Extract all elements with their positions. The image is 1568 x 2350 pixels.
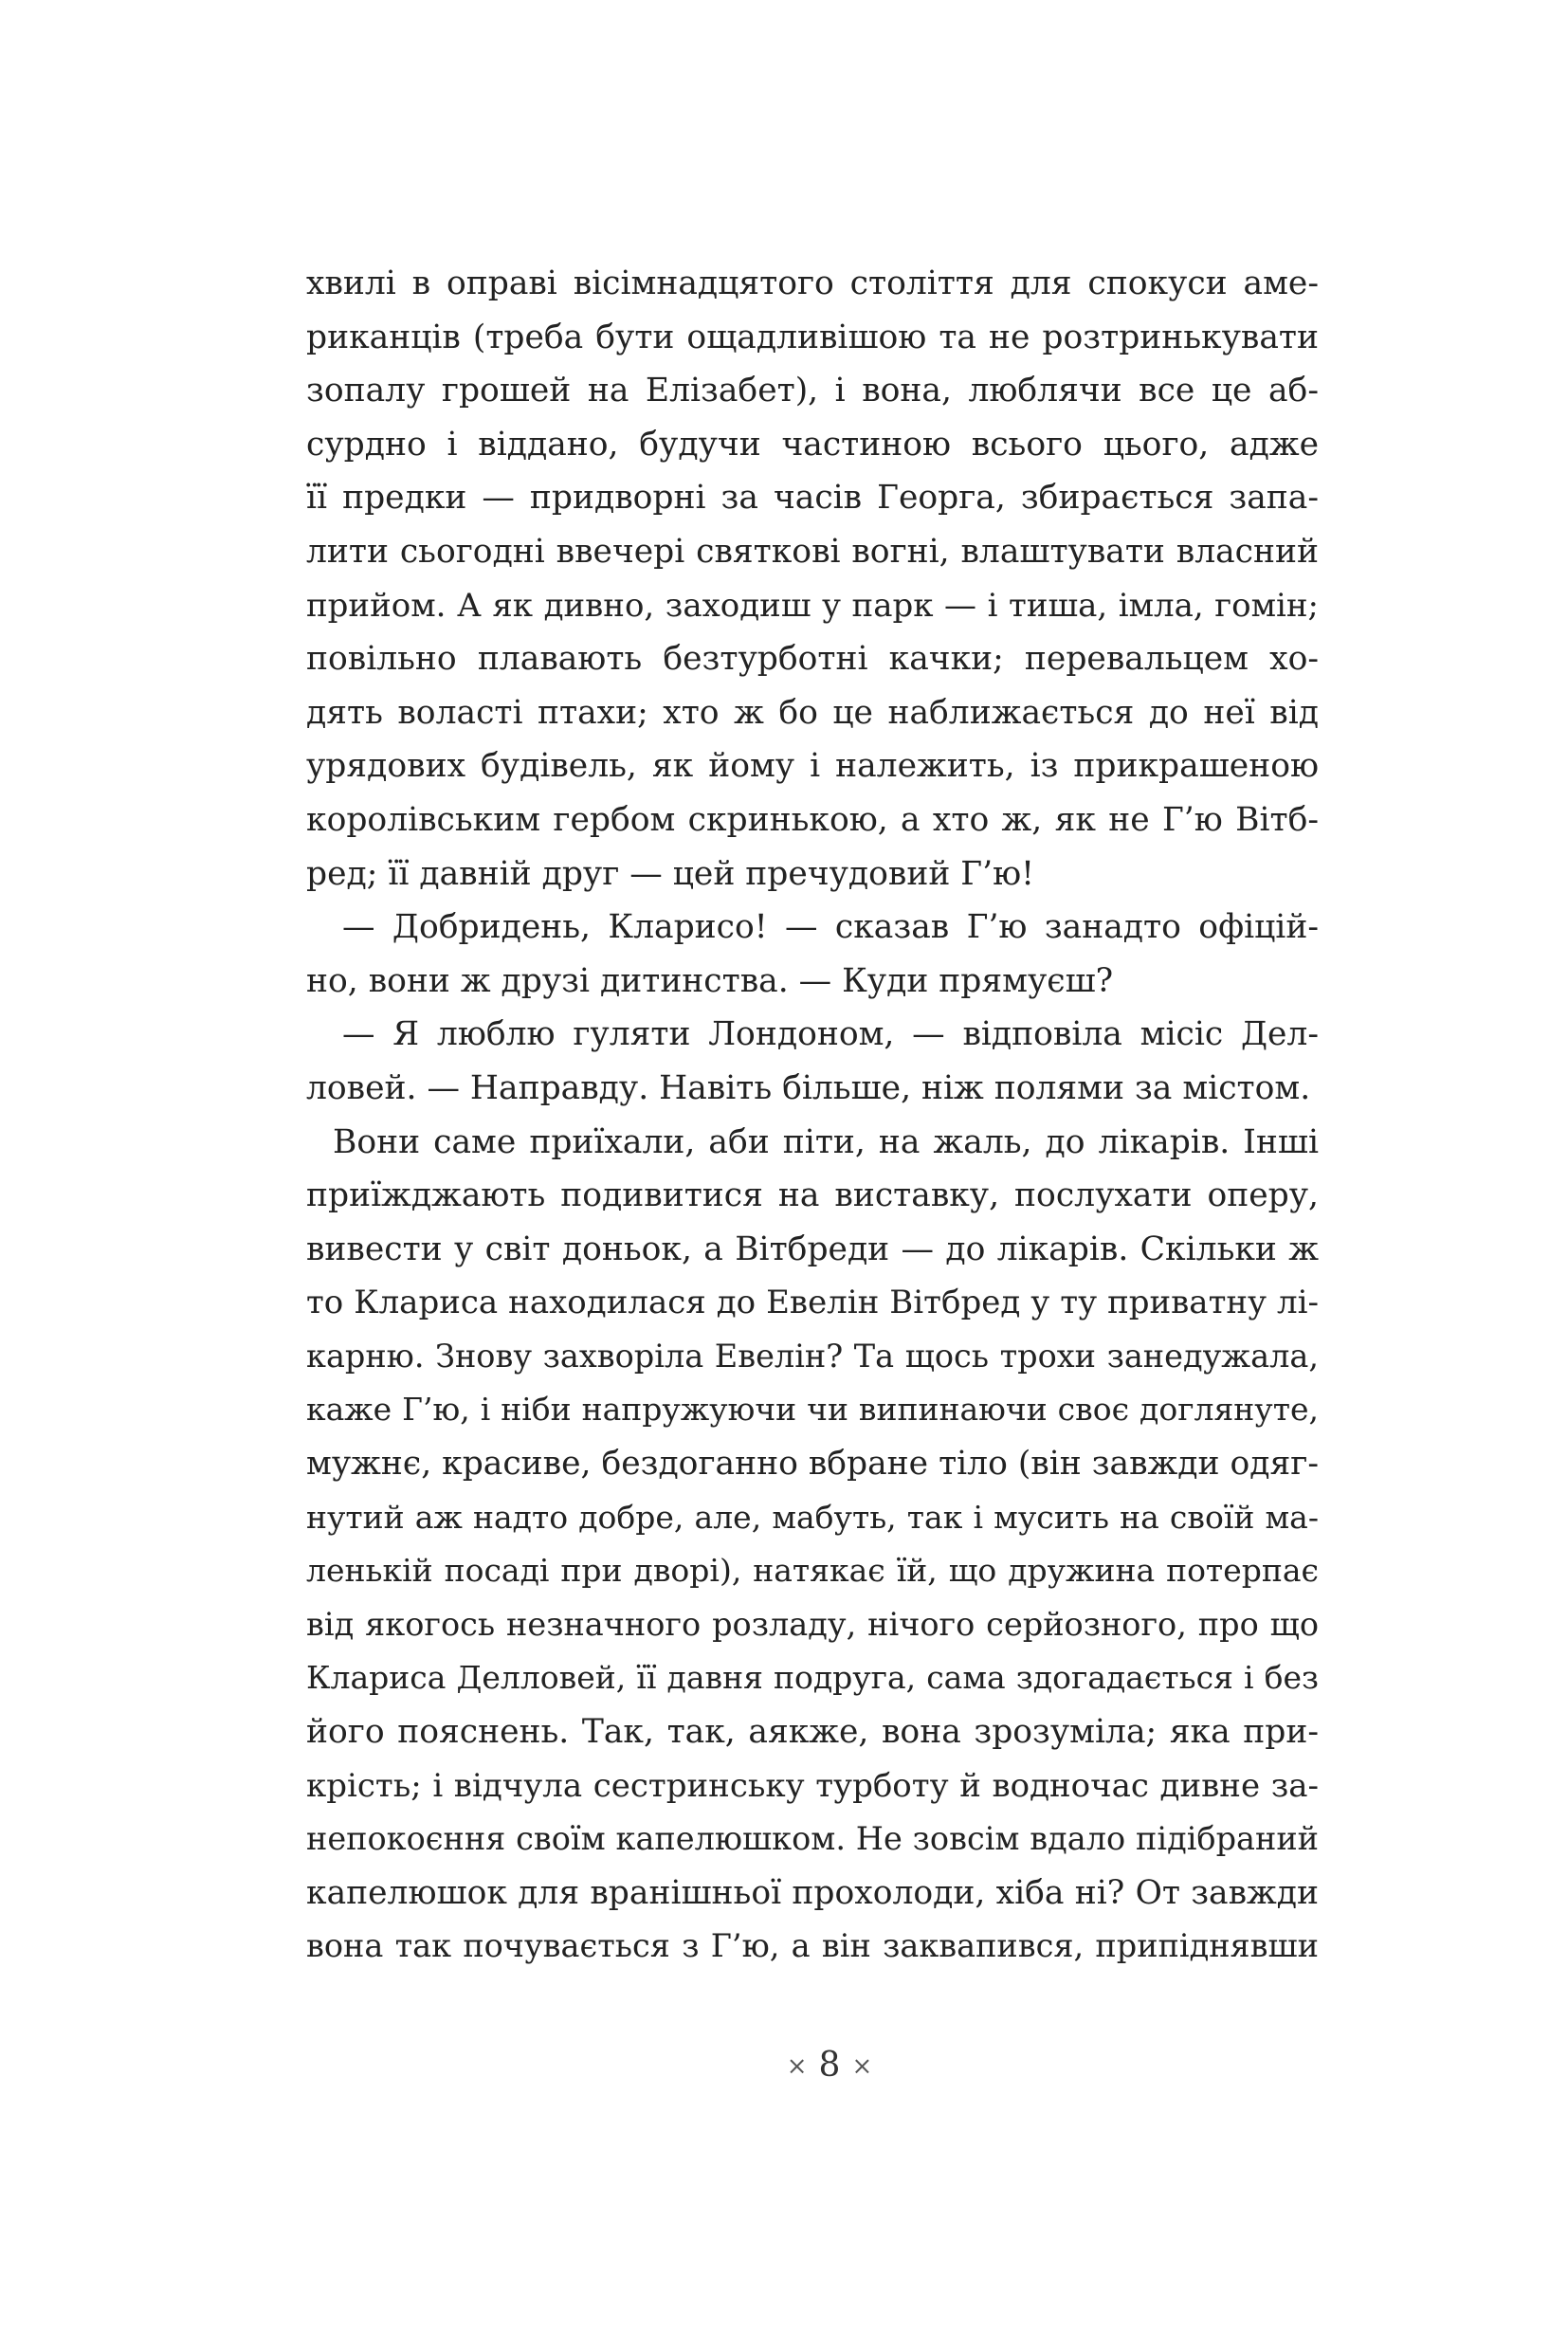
text-line: вивести у світ доньок, а Вітбреди — до лікарів. Скільки ж [306,1230,1319,1268]
body-text [306,257,1319,1974]
folio-left-ornament: × [786,2052,808,2081]
text-line: зопалу грошей на Елізабет), і вона, люблячи все це аб- [306,372,1319,410]
text-line: каже Г’ю, і ніби напружуючи чи випинаючи своє доглянуте, [306,1391,1319,1429]
text-line: ред; її давній друг — цей пречудовий Г’ю! [306,854,1034,893]
text-line: її предки — придворні за часів Георга, збирається запа- [306,479,1319,518]
text-line: непокоєння своїм капелюшком. Не зовсім вдало підібраний [306,1820,1319,1858]
page-folio [0,2046,1568,2085]
text-line: урядових будівель, як йому і належить, із прикрашеною [306,747,1319,786]
text-line: приїжджають подивитися на виставку, послухати оперу, [306,1176,1319,1215]
text-line: но, вони ж друзі дитинства. — Куди прямуєш? [306,961,1114,1000]
text-line: сурдно і віддано, будучи частиною всього цього, адже [306,425,1319,464]
text-line: прийом. А як дивно, заходиш у парк — і тиша, імла, гомін; [306,586,1319,625]
text-line: дять воласті птахи; хто ж бо це наближається до неї від [306,693,1319,732]
text-line: то Клариса находилася до Евелін Вітбред у ту приватну лі- [306,1284,1319,1322]
text-line: риканців (треба бути ощадливішою та не розтринькувати [306,318,1319,356]
text-line: крість; і відчула сестринську турботу й водночас дивне за- [306,1766,1319,1805]
text-line: Вони саме приїхали, аби піти, на жаль, до лікарів. Інші [333,1122,1319,1161]
text-line: від якогось незначного розладу, нічого серйозного, про що [306,1605,1319,1643]
text-line: ленькій посаді при дворі), натякає їй, що дружина потерпає [306,1552,1319,1590]
text-line: — Добридень, Кларисо! — сказав Г’ю занадто офіцій- [342,908,1319,947]
folio-right-ornament: × [851,2052,873,2081]
text-line: карню. Знову захворіла Евелін? Та щось трохи занедужала, [306,1337,1319,1375]
text-line: — Я люблю гуляти Лондоном, — відповіла місіс Дел- [342,1015,1319,1054]
text-line: королівським гербом скринькою, а хто ж, як не Г’ю Вітб- [306,800,1319,839]
text-line: нутий аж надто добре, але, мабуть, так і мусить на своїй ма- [306,1498,1319,1536]
text-line: повільно плавають безтурботні качки; перевальцем хо- [306,640,1319,679]
text-line: лити сьогодні ввечері святкові вогні, влаштувати власний [306,532,1319,571]
text-line: мужнє, красиве, бездоганно вбране тіло (він завжди одяг- [306,1445,1319,1484]
text-line: хвилі в оправі вісімнадцятого століття для спокуси аме- [306,264,1319,302]
text-line: капелюшок для вранішньої прохолоди, хіба ні? От завжди [306,1873,1319,1912]
page-number: 8 [818,2046,841,2085]
text-line: його пояснень. Так, так, аякже, вона зрозуміла; яка при- [306,1713,1319,1752]
text-line: вона так почувається з Г’ю, а він заквапився, припіднявши [306,1927,1319,1965]
text-line: Клариса Делловей, її давня подруга, сама здогадається і без [306,1659,1319,1697]
text-line: ловей. — Направду. Навіть більше, ніж полями за містом. [306,1068,1311,1107]
